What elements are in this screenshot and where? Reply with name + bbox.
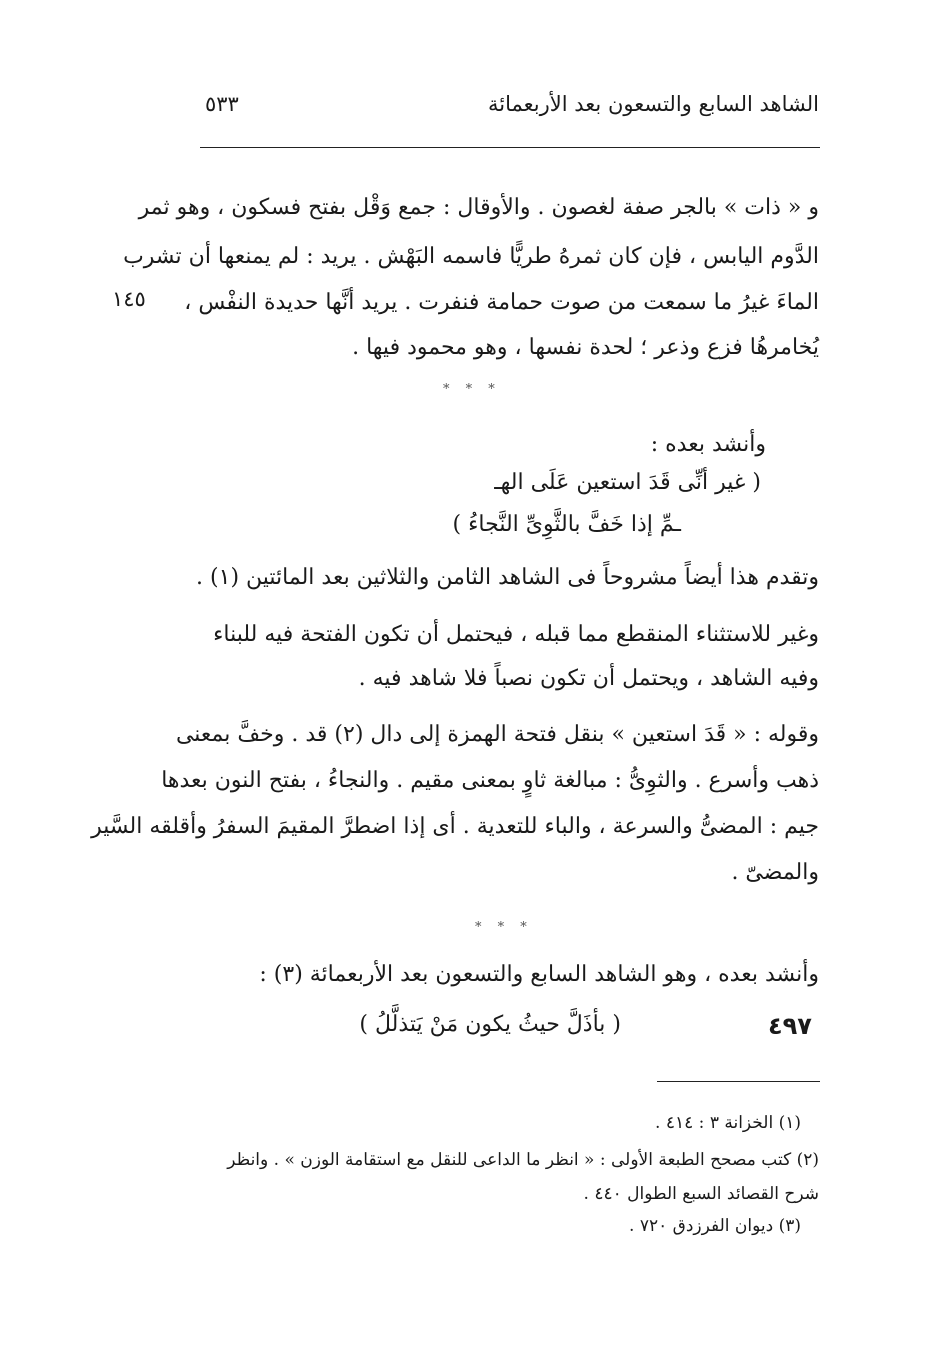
shahid-number: ٤٩٧ (768, 1012, 812, 1040)
footnote-divider (657, 1081, 820, 1082)
paragraph-line: ذهب وأسرع . والثوِىُّ : مبالغة ثاوٍ بمعنى مقيم . والنجاءُ ، بفتح النون بعدها (161, 768, 819, 793)
paragraph-line: الماءَ غيرُ ما سمعت من صوت حمامة فنفرت . يريد أنَّها حديدة النفْس ، (184, 290, 819, 315)
footnote: (١) الخزانة ٣ : ٤١٤ . (655, 1113, 801, 1133)
header-divider (200, 147, 820, 148)
footnote: (٢) كتب مصحح الطبعة الأولى : « انظر ما الداعى للنقل مع استقامة الوزن » . وانظر (227, 1150, 819, 1170)
paragraph-line: وفيه الشاهد ، ويحتمل أن تكون نصباً فلا شاهد فيه . (358, 666, 819, 691)
verse-hemistich-first: ( غير أنِّى قَدَ استعين عَلَى الهـ (494, 470, 761, 495)
recitation-intro: وأنشد بعده : (650, 432, 766, 457)
paragraph-line: والمضىّ . (731, 860, 819, 885)
paragraph-line: وغير للاستثناء المنقطع مما قبله ، فيحتمل أن تكون الفتحة فيه للبناء (213, 622, 819, 647)
footnote: شرح القصائد السبع الطوال ٤٤٠ . (583, 1184, 819, 1204)
verse-hemistich-second: ـمِّ إذا خَفَّ بالثَّوِىِّ النَّجاءُ ) (452, 512, 681, 537)
margin-line-number: ١٤٥ (112, 287, 146, 311)
paragraph-line: جيم : المضىُّ والسرعة ، والباء للتعدية . أى إذا اضطرَّ المقيمَ السفرُ وأقلقه السَّير (91, 814, 819, 839)
paragraph-line: الدَّوم اليابس ، فإن كان ثمرهُ طريًّا فاسمه البَهْش . يريد : لم يمنعها أن تشرب (123, 244, 819, 269)
paragraph-line: وقوله : « قَدَ استعين » بنقل فتحة الهمزة إلى دال (٢) قد . وخفَّ بمعنى (175, 722, 819, 747)
verse-line: ( بأذَلَّ حيثُ يكون مَنْ يَتذلَّلُ ) (359, 1012, 621, 1037)
paragraph-line: و « ذات » بالجر صفة لغصون . والأوقال : جمع وَقْل بفتح فسكون ، وهو ثمر (138, 195, 819, 220)
running-header-title: الشاهد السابع والتسعون بعد الأربعمائة (488, 92, 819, 116)
section-separator: * * * (475, 920, 533, 935)
footnote: (٣) ديوان الفرزدق ٧٢٠ . (629, 1216, 801, 1236)
recitation-intro: وأنشد بعده ، وهو الشاهد السابع والتسعون بعد الأربعمائة (٣) : (259, 962, 819, 987)
page-number: ٥٣٣ (205, 92, 239, 116)
paragraph-line: يُخامرهُا فزع وذعر ؛ لحدة نفسها ، وهو محمود فيها . (352, 335, 819, 360)
section-separator: * * * (443, 382, 501, 397)
cross-reference-line: وتقدم هذا أيضاً مشروحاً فى الشاهد الثامن والثلاثين بعد المائتين (١) . (196, 565, 819, 590)
